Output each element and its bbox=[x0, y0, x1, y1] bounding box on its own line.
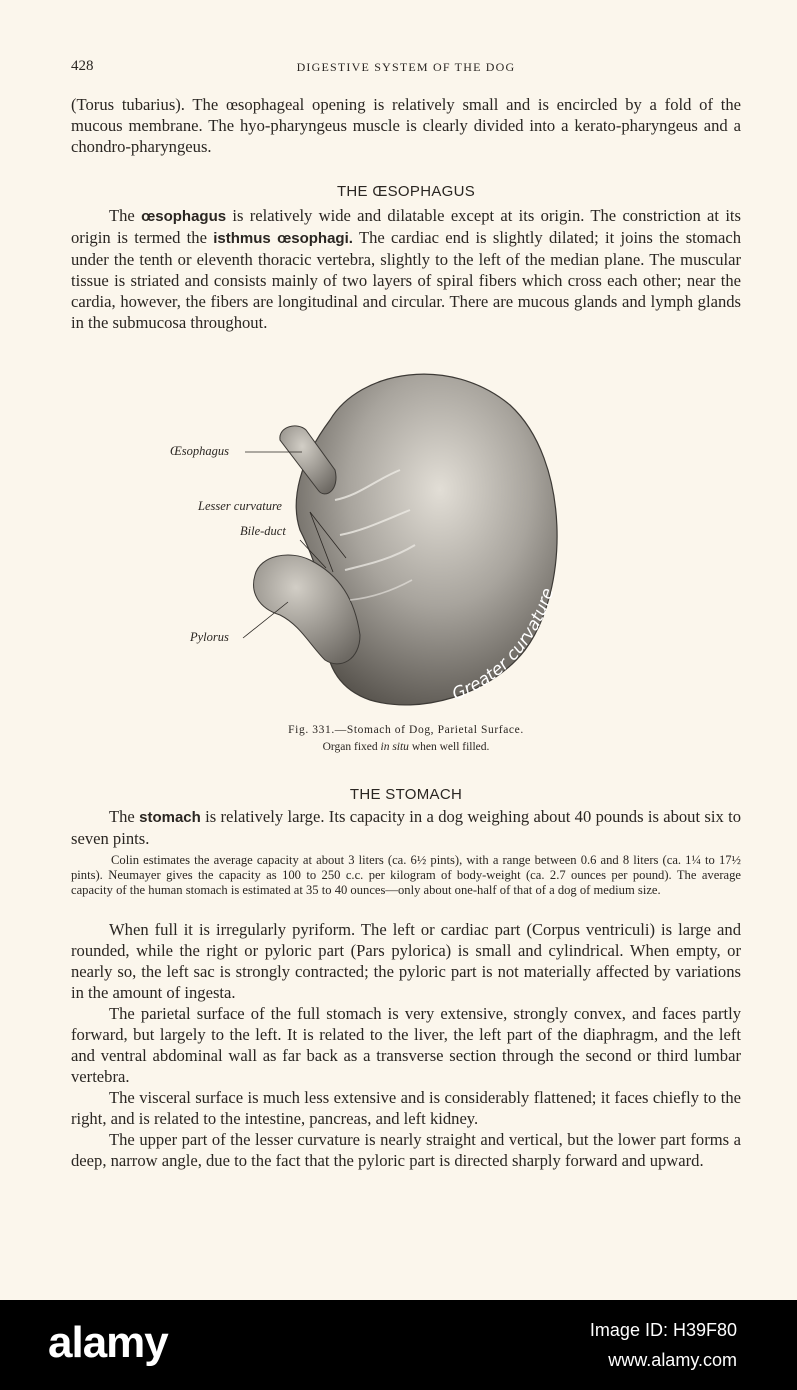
term-isthmus: isthmus œsophagi. bbox=[213, 230, 353, 247]
greater-curvature-label: Greater curvature bbox=[449, 585, 559, 705]
term-oesophagus: œsophagus bbox=[141, 208, 227, 225]
figure-caption: Fig. 331.—Stomach of Dog, Parietal Surface. bbox=[288, 724, 524, 736]
figure-caption-note: Organ fixed in situ when well filled. bbox=[322, 741, 490, 753]
label-pylorus: Pylorus bbox=[190, 630, 229, 644]
page-number: 428 bbox=[71, 58, 94, 74]
image-id: Image ID: H39F80 bbox=[589, 1320, 737, 1340]
stomach-footnote: Colin estimates the average capacity at about 3 liters (ca. 6½ pints), with a range between 0.6 and 8 liters (ca. 1¼ to 17½ pints). Neumayer gives the capacity as 100 to 250 c.c. per kilogram of body-weight (ca. 2.7 ounces per pound). The average capacity of the human stomach is estimated at 35 to 40 ounces—only about one-half of that of a dog of medium size. bbox=[71, 853, 741, 897]
running-title: DIGESTIVE SYSTEM OF THE DOG bbox=[296, 60, 516, 74]
intro-paragraph: (Torus tubarius). The œsophageal opening is relatively small and is encircled by a fold of the mucous membrane. The hyo-pharyngeus muscle is clearly divided into a kerato-pharyngeus and a chondro-pharyngeus. bbox=[71, 95, 741, 156]
page-header bbox=[71, 58, 741, 78]
section-heading-stomach: THE STOMACH bbox=[349, 786, 463, 803]
stomach-illustration bbox=[150, 360, 590, 720]
label-bile-duct: Bile-duct bbox=[240, 524, 286, 538]
stomach-figure bbox=[150, 360, 590, 720]
label-oesophagus: Œsophagus bbox=[170, 444, 230, 458]
oesophagus-paragraph: The œsophagus is relatively wide and dilatable except at its origin. The constriction at its origin is termed the isthmus œsophagi. The cardiac end is slightly dilated; it joins the stomach under the tenth or eleventh thoracic vertebra, slightly to the left of the median plane. The muscular tissue is striated and consists mainly of two layers of spiral fibers which cross each other; near the cardia, however, the fibers are longitudinal and circular. There are mucous glands and lymph glands in the submucosa throughout. bbox=[71, 206, 741, 332]
watermark-url: www.alamy.com bbox=[608, 1350, 737, 1370]
alamy-logo: alamy bbox=[48, 1318, 168, 1367]
term-stomach: stomach bbox=[139, 809, 201, 826]
stomach-paragraph-1: The stomach is relatively large. Its capacity in a dog weighing about 40 pounds is about six to seven pints. bbox=[71, 807, 741, 848]
stomach-paragraph-2: When full it is irregularly pyriform. The left or cardiac part (Corpus ventriculi) is large and rounded, while the right or pyloric part (Pars pylorica) is small and cylindrical. When empty, or nearly so, the left sac is strongly contracted; the pyloric part is not materially affected by variations in the amount of ingesta. The parietal surface of the full stomach is very extensive, strongly convex, and faces partly forward, but largely to the left. It is related to the liver, the left part of the diaphragm, and the left and ventral abdominal wall as far back as a transverse section through the second or third lumbar vertebra. The visceral surface is much less extensive and is considerably flattened; it faces chiefly to the right, and is related to the intestine, pancreas, and left kidney. The upper part of the lesser curvature is nearly straight and vertical, but the lower part forms a deep, narrow angle, due to the fact that the pyloric part is directed sharply forward and upward. bbox=[71, 920, 741, 1170]
label-lesser-curvature: Lesser curvature bbox=[198, 499, 282, 513]
section-heading-oesophagus: THE ŒSOPHAGUS bbox=[336, 183, 476, 200]
